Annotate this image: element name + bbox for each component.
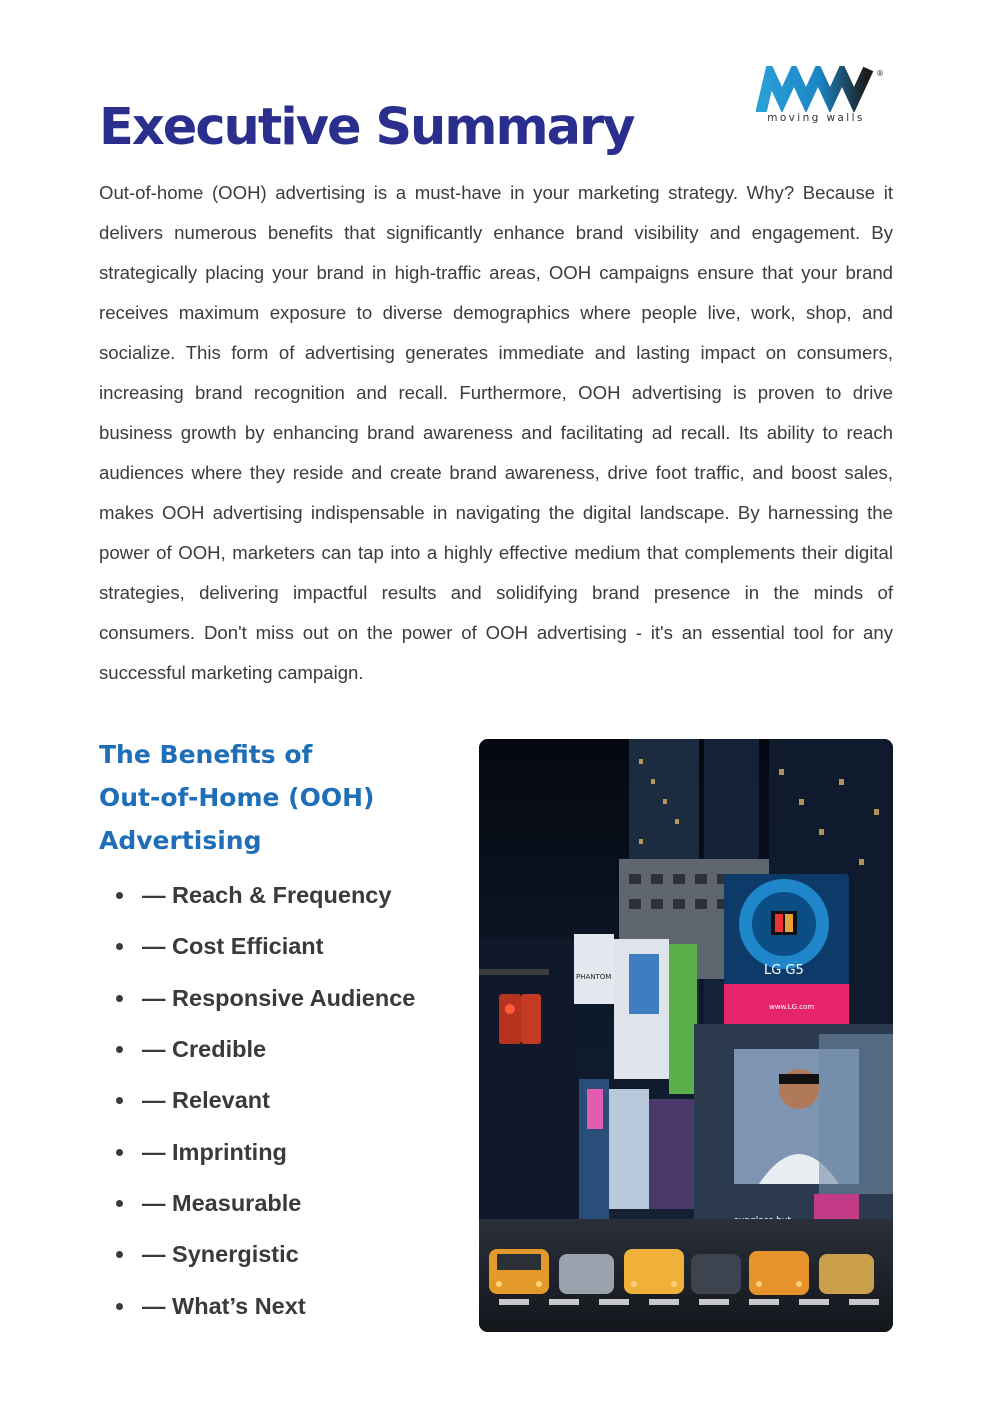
benefit-item (116, 870, 415, 921)
registered-mark: ® (876, 69, 884, 78)
benefit-item (116, 1126, 415, 1177)
bullet-icon (116, 1200, 123, 1207)
bullet-icon (116, 995, 123, 1002)
phantom-billboard-text: PHANTOM (576, 973, 612, 981)
lg-billboard-text: LG G5 (764, 963, 804, 978)
benefit-item (116, 973, 415, 1024)
benefits-heading-line: The Benefits of (99, 740, 313, 769)
bullet-icon (116, 892, 123, 899)
times-square-night-icon (479, 739, 893, 1332)
benefit-item (116, 1178, 415, 1229)
lg-url-text: www.LG.com (769, 1003, 815, 1011)
times-square-photo (479, 739, 893, 1332)
benefit-label: — Relevant (142, 1087, 270, 1114)
bullet-icon (116, 1046, 123, 1053)
intro-paragraph: Out-of-home (OOH) advertising is a must-have in your marketing strategy. Why? Because it delivers numerous benefits that significantly enhance brand visibility and engagement. By strategically placing your brand in high-traffic areas, OOH campaigns ensure that your brand receives maximum exposure to diverse demographics where people live, work, shop, and socialize. This form of advertising generates immediate and lasting impact on consumers, increasing brand recognition and recall. Furthermore, OOH advertising is proven to drive business growth by enhancing brand awareness and facilitating ad recall. Its ability to reach audiences where they reside and create brand awareness, drive foot traffic, and boost sales, makes OOH advertising indispensable in navigating the digital landscape. By harnessing the power of OOH, marketers can tap into a highly effective medium that complements their digital strategies, delivering impactful results and solidifying brand presence in the minds of consumers. Don't miss out on the power of OOH advertising - it's an essential tool for any successful marketing campaign. (99, 182, 893, 683)
bullet-icon (116, 1251, 123, 1258)
benefit-item (116, 1280, 415, 1331)
mw-logo-mark-icon (756, 66, 884, 112)
benefit-item (116, 1075, 415, 1126)
benefits-heading-line: Out-of-Home (OOH) (99, 783, 375, 812)
benefit-label: — Cost Efficiant (142, 933, 324, 960)
benefit-label: — Synergistic (142, 1241, 299, 1268)
benefits-heading (99, 733, 439, 862)
bullet-icon (116, 1303, 123, 1310)
bullet-icon (116, 1097, 123, 1104)
benefit-label: — Responsive Audience (142, 984, 416, 1011)
bullet-icon (116, 943, 123, 950)
bullet-icon (116, 1149, 123, 1156)
benefit-label: — Credible (142, 1036, 267, 1063)
benefits-list (116, 870, 415, 1332)
page-title: Executive Summary (99, 98, 634, 157)
benefit-label: — Measurable (142, 1189, 302, 1216)
benefits-heading-line: Advertising (99, 826, 262, 855)
benefit-label: — Reach & Frequency (142, 882, 392, 909)
benefit-item (116, 1229, 415, 1280)
benefit-label: — Imprinting (142, 1138, 287, 1165)
benefit-label: — What’s Next (142, 1292, 306, 1319)
benefit-item (116, 1024, 415, 1075)
benefit-item (116, 921, 415, 972)
logo-tagline: moving walls (767, 112, 865, 124)
moving-walls-logo (756, 66, 884, 130)
